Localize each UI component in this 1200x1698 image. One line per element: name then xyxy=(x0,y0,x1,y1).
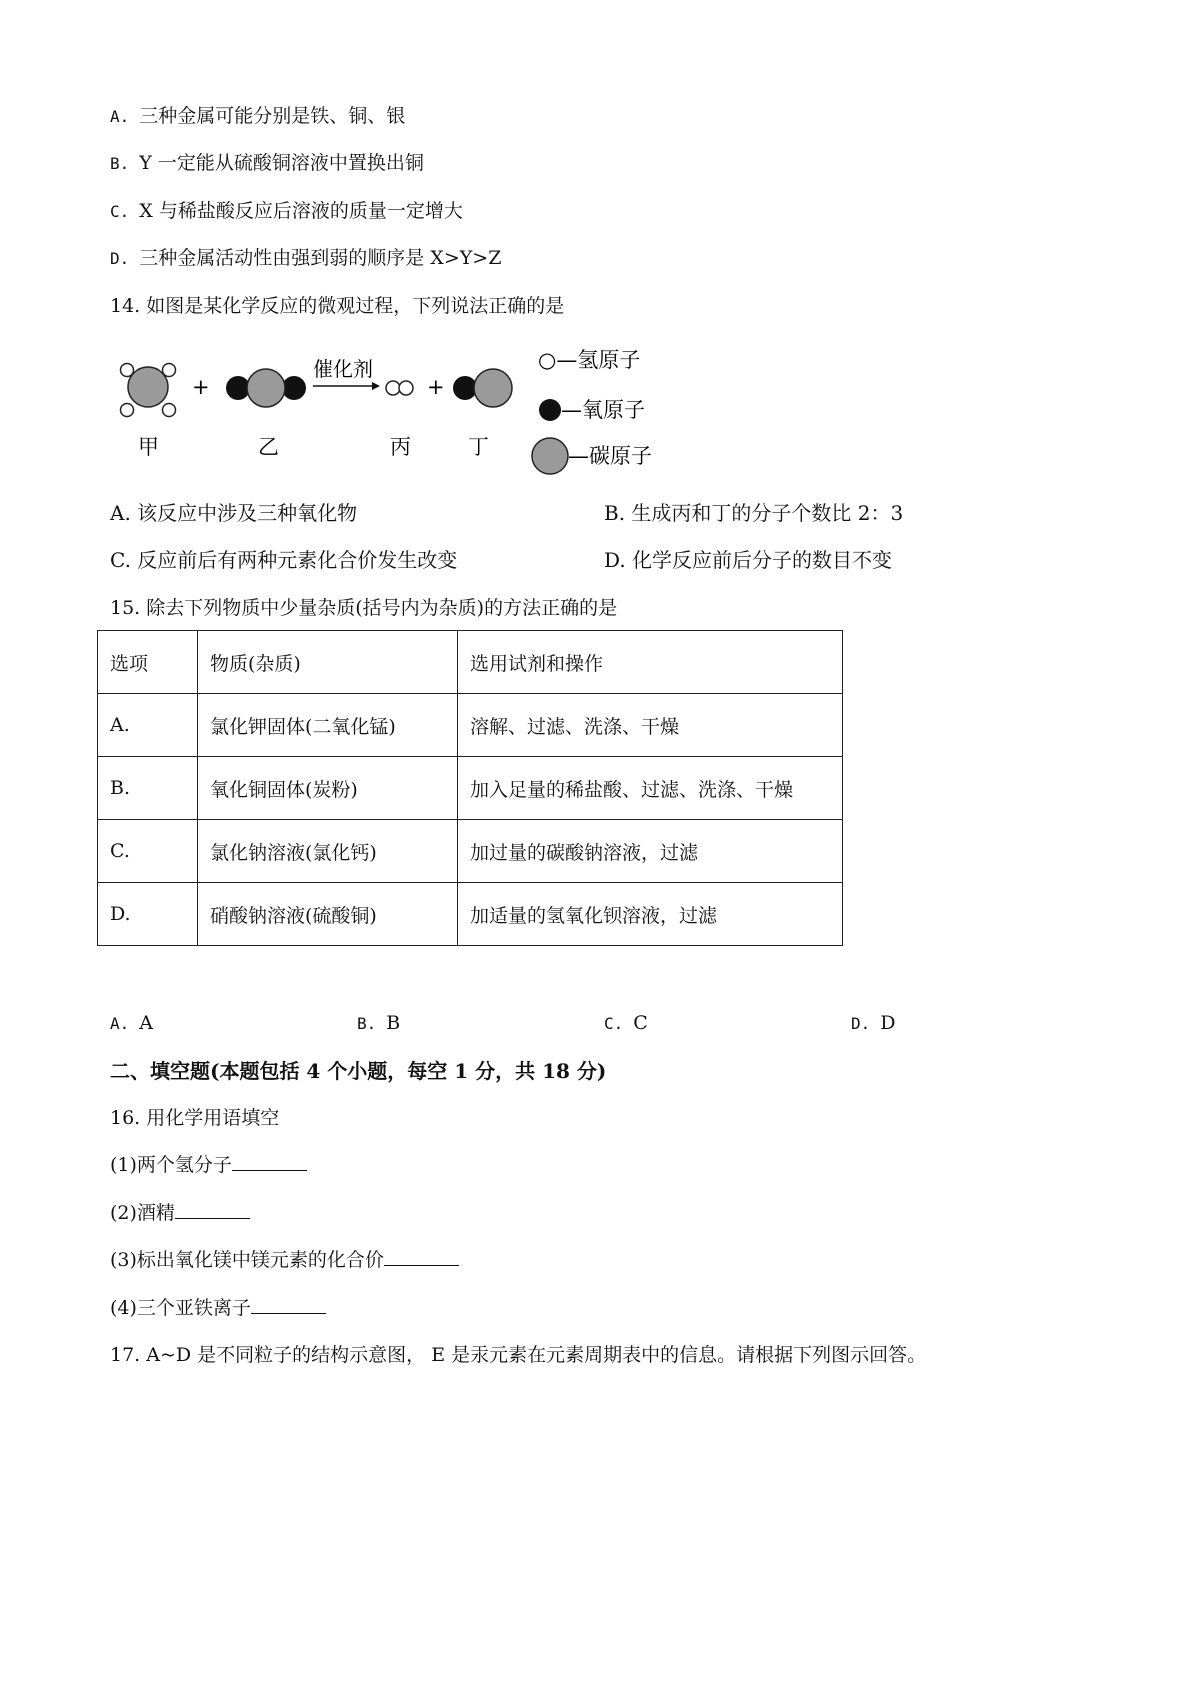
q15-option-d xyxy=(851,1010,896,1037)
table-cell: D. xyxy=(98,883,198,946)
table-cell: 氯化钠溶液(氯化钙) xyxy=(198,820,458,883)
plus-sign: + xyxy=(192,375,210,399)
table-header-cell: 物质(杂质) xyxy=(198,631,458,694)
q15-option-a xyxy=(110,1010,153,1037)
impurity-table xyxy=(97,630,843,946)
q14-option-d: D. 化学反应前后分子的数目不变 xyxy=(604,548,893,572)
legend-oxygen: —氧原子 xyxy=(561,398,645,422)
table-row xyxy=(98,820,843,883)
answer-blank[interactable] xyxy=(232,1152,307,1171)
option-letter: A. xyxy=(110,1014,130,1033)
q16-item-3 xyxy=(110,1247,459,1273)
q16-item-1 xyxy=(110,1152,307,1178)
molecule-yi xyxy=(226,369,306,407)
answer-blank[interactable] xyxy=(251,1295,326,1314)
legend-carbon-icon xyxy=(532,438,568,474)
reaction-diagram xyxy=(110,340,670,480)
table-row xyxy=(98,883,843,946)
q15-option-b xyxy=(357,1010,400,1037)
table-row xyxy=(98,757,843,820)
table-cell: A. xyxy=(98,694,198,757)
option-letter: D. xyxy=(851,1014,871,1033)
q14-option-b: B. 生成丙和丁的分子个数比 2：3 xyxy=(604,501,904,525)
q17-stem: 17. A~D 是不同粒子的结构示意图， E 是汞元素在元素周期表中的信息。请根据下列图示回答。 xyxy=(110,1344,927,1366)
option-text: X 与稀盐酸反应后溶液的质量一定增大 xyxy=(139,200,463,222)
q14-option-c: C. 反应前后有两种元素化合价发生改变 xyxy=(110,548,458,572)
molecule-bing xyxy=(386,381,413,395)
legend-hydrogen: ○—氢原子 xyxy=(538,348,641,372)
table-cell: 氯化钾固体(二氧化锰) xyxy=(198,694,458,757)
catalyst-label: 催化剂 xyxy=(313,357,373,381)
item-text: (3)标出氧化镁中镁元素的化合价 xyxy=(110,1249,384,1271)
table-cell: B. xyxy=(98,757,198,820)
table-cell: 加过量的碳酸钠溶液，过滤 xyxy=(458,820,843,883)
table-cell: 溶解、过滤、洗涤、干燥 xyxy=(458,694,843,757)
q14-option-a: A. 该反应中涉及三种氧化物 xyxy=(110,501,358,525)
section-title: 二、填空题(本题包括 4 个小题，每空 1 分，共 18 分) xyxy=(110,1059,607,1083)
arrow-head xyxy=(372,382,380,390)
molecule-jia xyxy=(121,364,176,417)
q13-option-c xyxy=(110,198,463,225)
option-text: D xyxy=(880,1012,896,1034)
q14-stem: 14. 如图是某化学反应的微观过程，下列说法正确的是 xyxy=(110,295,565,317)
option-letter: B. xyxy=(110,154,130,173)
option-text: C xyxy=(633,1012,648,1034)
answer-blank[interactable] xyxy=(175,1200,250,1219)
table-header-row xyxy=(98,631,843,694)
option-letter: D. xyxy=(110,249,130,268)
option-text: 三种金属可能分别是铁、铜、银 xyxy=(139,105,406,127)
option-text: Y 一定能从硫酸铜溶液中置换出铜 xyxy=(139,152,424,174)
answer-blank[interactable] xyxy=(384,1247,459,1266)
table-cell: 加适量的氢氧化钡溶液，过滤 xyxy=(458,883,843,946)
legend-carbon: —碳原子 xyxy=(568,444,652,468)
table-cell: 氧化铜固体(炭粉) xyxy=(198,757,458,820)
table-row xyxy=(98,694,843,757)
option-letter: A. xyxy=(110,107,130,126)
name-yi: 乙 xyxy=(258,435,279,459)
q13-option-d xyxy=(110,245,501,272)
q15-option-c xyxy=(604,1010,648,1037)
item-text: (1)两个氢分子 xyxy=(110,1154,232,1176)
q16-item-2 xyxy=(110,1200,250,1226)
legend-oxygen-icon xyxy=(539,399,561,421)
option-letter: C. xyxy=(110,202,130,221)
item-text: (4)三个亚铁离子 xyxy=(110,1297,251,1319)
option-text: A xyxy=(139,1012,153,1034)
table-cell: 硝酸钠溶液(硫酸铜) xyxy=(198,883,458,946)
name-ding: 丁 xyxy=(468,435,489,459)
q13-option-a xyxy=(110,103,405,130)
table-cell: 加入足量的稀盐酸、过滤、洗涤、干燥 xyxy=(458,757,843,820)
q13-option-b xyxy=(110,150,424,177)
table-header-cell: 选项 xyxy=(98,631,198,694)
option-letter: C. xyxy=(604,1014,624,1033)
legend xyxy=(532,348,652,474)
item-text: (2)酒精 xyxy=(110,1202,175,1224)
q16-stem: 16. 用化学用语填空 xyxy=(110,1107,280,1129)
option-letter: B. xyxy=(357,1014,377,1033)
q15-stem: 15. 除去下列物质中少量杂质(括号内为杂质)的方法正确的是 xyxy=(110,597,618,619)
table-header-cell: 选用试剂和操作 xyxy=(458,631,843,694)
molecule-ding xyxy=(453,369,512,407)
option-text: B xyxy=(386,1012,401,1034)
name-jia: 甲 xyxy=(138,435,159,459)
name-bing: 丙 xyxy=(390,435,411,459)
table-cell: C. xyxy=(98,820,198,883)
plus-sign: + xyxy=(427,375,445,399)
q16-item-4 xyxy=(110,1295,326,1321)
option-text: 三种金属活动性由强到弱的顺序是 X>Y>Z xyxy=(139,247,502,269)
